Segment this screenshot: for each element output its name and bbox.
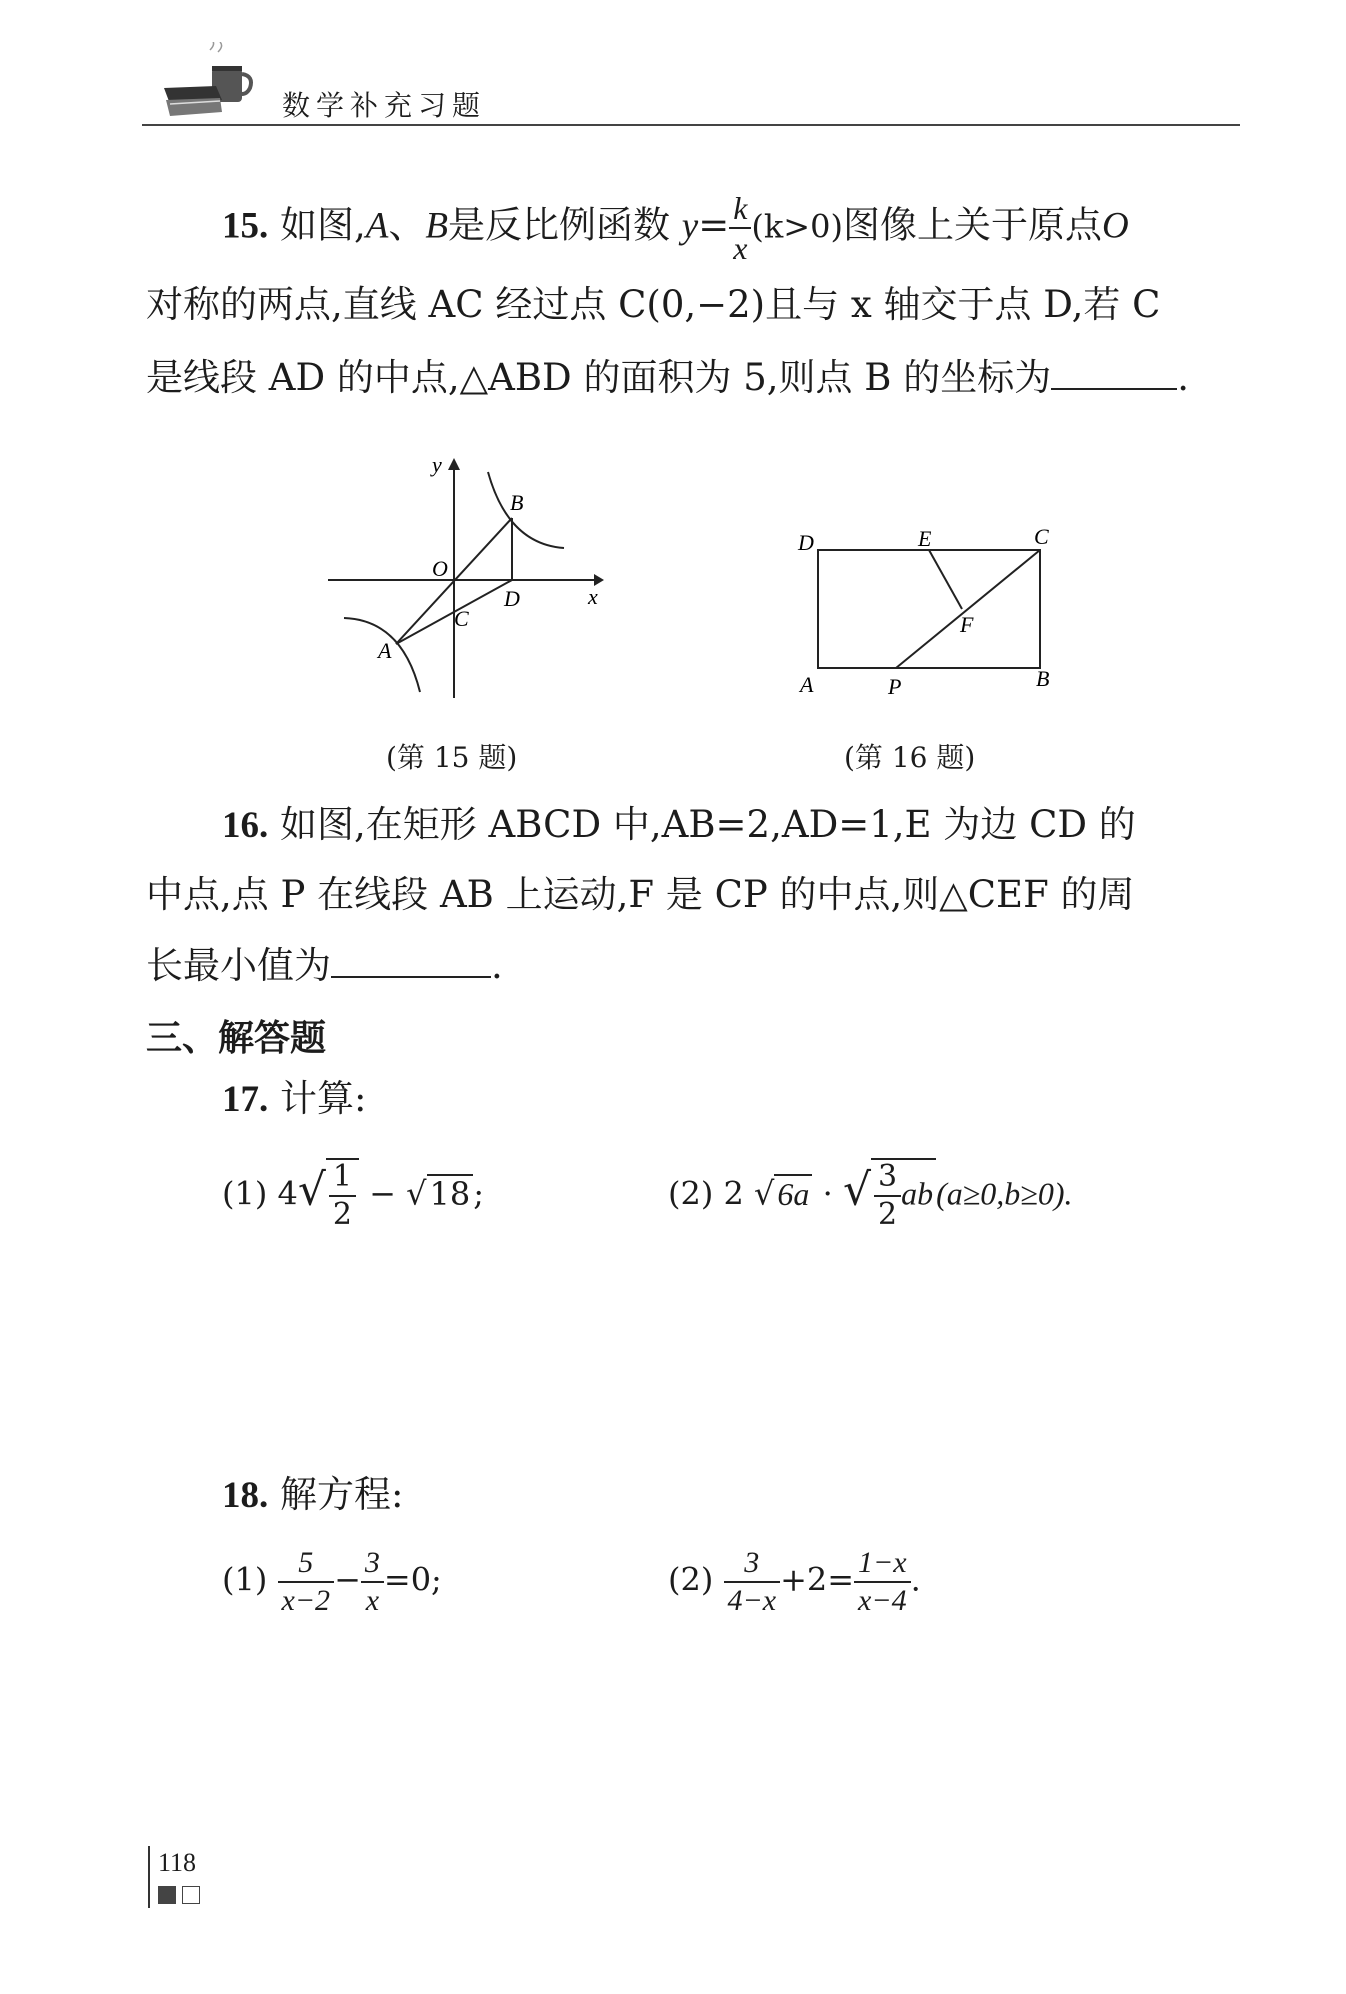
q16-line3-text: 长最小值为 bbox=[146, 944, 331, 987]
q17-p1-label: (1) bbox=[222, 1174, 268, 1213]
q18-p2-f2-den: x−4 bbox=[858, 1584, 907, 1617]
fig15-label-C: C bbox=[454, 606, 469, 631]
q15-line1 bbox=[222, 192, 1129, 264]
header-rule bbox=[142, 124, 1240, 126]
q18-p1-f1-den: x−2 bbox=[281, 1584, 331, 1617]
q17-part2 bbox=[668, 1158, 1073, 1230]
q17-number: 17. bbox=[222, 1079, 269, 1120]
q17-p2-ab: ab bbox=[901, 1175, 934, 1212]
q18-part1 bbox=[222, 1548, 442, 1616]
q15-text-a: 如图, bbox=[280, 203, 366, 247]
q17-p2-den: 2 bbox=[877, 1197, 898, 1232]
q18-heading bbox=[222, 1473, 404, 1516]
fig15-label-y: y bbox=[432, 452, 442, 477]
q18-part2 bbox=[668, 1548, 921, 1616]
q15-frac-den: x bbox=[733, 230, 748, 266]
fig15-caption: (第 15 题) bbox=[386, 741, 518, 774]
fig16-line-CP bbox=[896, 550, 1040, 668]
q17-p1-radical2-sign: √ bbox=[406, 1174, 427, 1213]
q17-p1-minus: − bbox=[369, 1174, 396, 1213]
q16-line1 bbox=[222, 803, 1136, 846]
fig15-label-A: A bbox=[378, 638, 392, 663]
q18-p2-f1-num: 3 bbox=[724, 1548, 781, 1583]
q18-title: 解方程: bbox=[280, 1473, 404, 1516]
q17-p1-coef: 4 bbox=[277, 1174, 298, 1213]
q18-number: 18. bbox=[222, 1475, 269, 1516]
q17-p2-radical1-sign: √ bbox=[754, 1174, 775, 1213]
figure-15 bbox=[320, 448, 620, 708]
q18-p1-label: (1) bbox=[222, 1560, 268, 1599]
q18-p1-f1-num: 5 bbox=[278, 1548, 335, 1583]
q15-point-A: A bbox=[365, 205, 389, 247]
q17-part1 bbox=[222, 1158, 484, 1230]
q17-p2-radical2-sign: √ bbox=[842, 1164, 871, 1216]
fig16-label-B: B bbox=[1036, 666, 1050, 691]
fig16-label-F: F bbox=[960, 612, 974, 637]
q18-p2-end: . bbox=[910, 1560, 921, 1599]
page-number: 118 bbox=[158, 1848, 197, 1877]
fig16-label-E: E bbox=[918, 526, 932, 551]
fig16-caption: (第 16 题) bbox=[844, 741, 976, 774]
q15-number: 15. bbox=[222, 205, 269, 247]
fig16-label-C: C bbox=[1034, 524, 1049, 549]
q15-sep: 、 bbox=[388, 203, 426, 247]
q17-p2-radical1: 6a bbox=[774, 1174, 812, 1210]
q16-number: 16. bbox=[222, 805, 269, 846]
fig16-label-D: D bbox=[798, 530, 814, 555]
q18-p1-fraction2 bbox=[361, 1548, 384, 1616]
footer-rule bbox=[148, 1846, 150, 1908]
section-title: 三、解答题 bbox=[146, 1018, 327, 1059]
q18-p2-fraction2 bbox=[854, 1548, 911, 1616]
q17-p1-radical2: 18 bbox=[427, 1174, 474, 1210]
fig15-y-arrow bbox=[448, 458, 460, 470]
q15-text-c: 图像上关于原点 bbox=[842, 203, 1102, 247]
q17-p1-radicand bbox=[326, 1158, 359, 1230]
fig15-label-O: O bbox=[432, 556, 448, 581]
q16-line3-end: . bbox=[491, 944, 503, 987]
q15-answer-blank bbox=[1051, 356, 1177, 390]
q17-heading bbox=[222, 1077, 367, 1120]
q15-condition: (k>0) bbox=[751, 207, 843, 246]
footer-filled-square bbox=[158, 1886, 176, 1904]
q18-p2-fraction1 bbox=[724, 1548, 781, 1616]
q15-line2: 对称的两点,直线 AC 经过点 C(0,−2)且与 x 轴交于点 D,若 C bbox=[146, 283, 1161, 326]
header-title: 数学补充习题 bbox=[282, 89, 487, 122]
q16-line3 bbox=[146, 944, 503, 987]
q17-p1-num: 1 bbox=[329, 1162, 356, 1197]
q17-p2-coef: 2 bbox=[723, 1174, 744, 1213]
q15-fraction bbox=[729, 192, 751, 264]
q18-p1-rest: =0; bbox=[383, 1560, 442, 1599]
footer-empty-square bbox=[182, 1886, 200, 1904]
q18-p2-mid: +2= bbox=[780, 1560, 855, 1599]
q15-line3-end: . bbox=[1177, 356, 1189, 399]
fig15-label-B: B bbox=[510, 490, 524, 515]
q17-p2-radicand bbox=[871, 1158, 936, 1230]
q17-p2-num: 3 bbox=[874, 1162, 901, 1197]
q17-p2-fraction bbox=[874, 1159, 901, 1232]
q15-point-O: O bbox=[1101, 205, 1129, 247]
q16-answer-blank bbox=[331, 944, 491, 978]
figure-16 bbox=[788, 520, 1068, 710]
fig15-label-x: x bbox=[588, 584, 598, 609]
fig16-label-P: P bbox=[888, 674, 902, 699]
q17-p1-radical-sign: √ bbox=[297, 1164, 326, 1216]
q15-frac-num: k bbox=[729, 192, 751, 229]
q18-p2-f2-num: 1−x bbox=[854, 1548, 911, 1583]
q18-p1-fraction1 bbox=[278, 1548, 335, 1616]
q18-p1-f2-num: 3 bbox=[361, 1548, 384, 1583]
q15-point-B: B bbox=[425, 205, 448, 247]
q18-p1-f2-den: x bbox=[365, 1584, 380, 1617]
q16-line2: 中点,点 P 在线段 AB 上运动,F 是 CP 的中点,则△CEF 的周 bbox=[146, 873, 1135, 916]
fig16-rectangle bbox=[818, 550, 1040, 668]
q18-p1-minus: − bbox=[334, 1560, 361, 1599]
q17-p1-den: 2 bbox=[332, 1197, 352, 1232]
q17-p1-fraction bbox=[329, 1159, 356, 1232]
q15-func-y: y bbox=[681, 205, 699, 247]
q17-p2-condition: (a≥0,b≥0). bbox=[936, 1175, 1073, 1212]
q17-p2-dot: · bbox=[822, 1174, 833, 1213]
q15-text-b: 是反比例函数 bbox=[448, 203, 670, 247]
q17-title: 计算: bbox=[280, 1077, 367, 1120]
q15-line3 bbox=[146, 356, 1189, 399]
book-cup-icon bbox=[160, 42, 256, 120]
fig15-label-D: D bbox=[504, 586, 520, 611]
fig15-curve-upper bbox=[488, 472, 564, 548]
q17-p2-label: (2) bbox=[668, 1174, 714, 1213]
q18-p2-label: (2) bbox=[668, 1560, 714, 1599]
fig16-label-A: A bbox=[800, 672, 814, 697]
q17-p1-end: ; bbox=[473, 1174, 485, 1213]
q18-p2-f1-den: 4−x bbox=[727, 1584, 777, 1617]
fig16-line-EF bbox=[929, 550, 962, 609]
q15-line3-text: 是线段 AD 的中点,△ABD 的面积为 5,则点 B 的坐标为 bbox=[146, 356, 1052, 399]
q16-line1-text: 如图,在矩形 ABCD 中,AB=2,AD=1,E 为边 CD 的 bbox=[280, 803, 1136, 846]
q15-func-eq: = bbox=[698, 203, 730, 247]
